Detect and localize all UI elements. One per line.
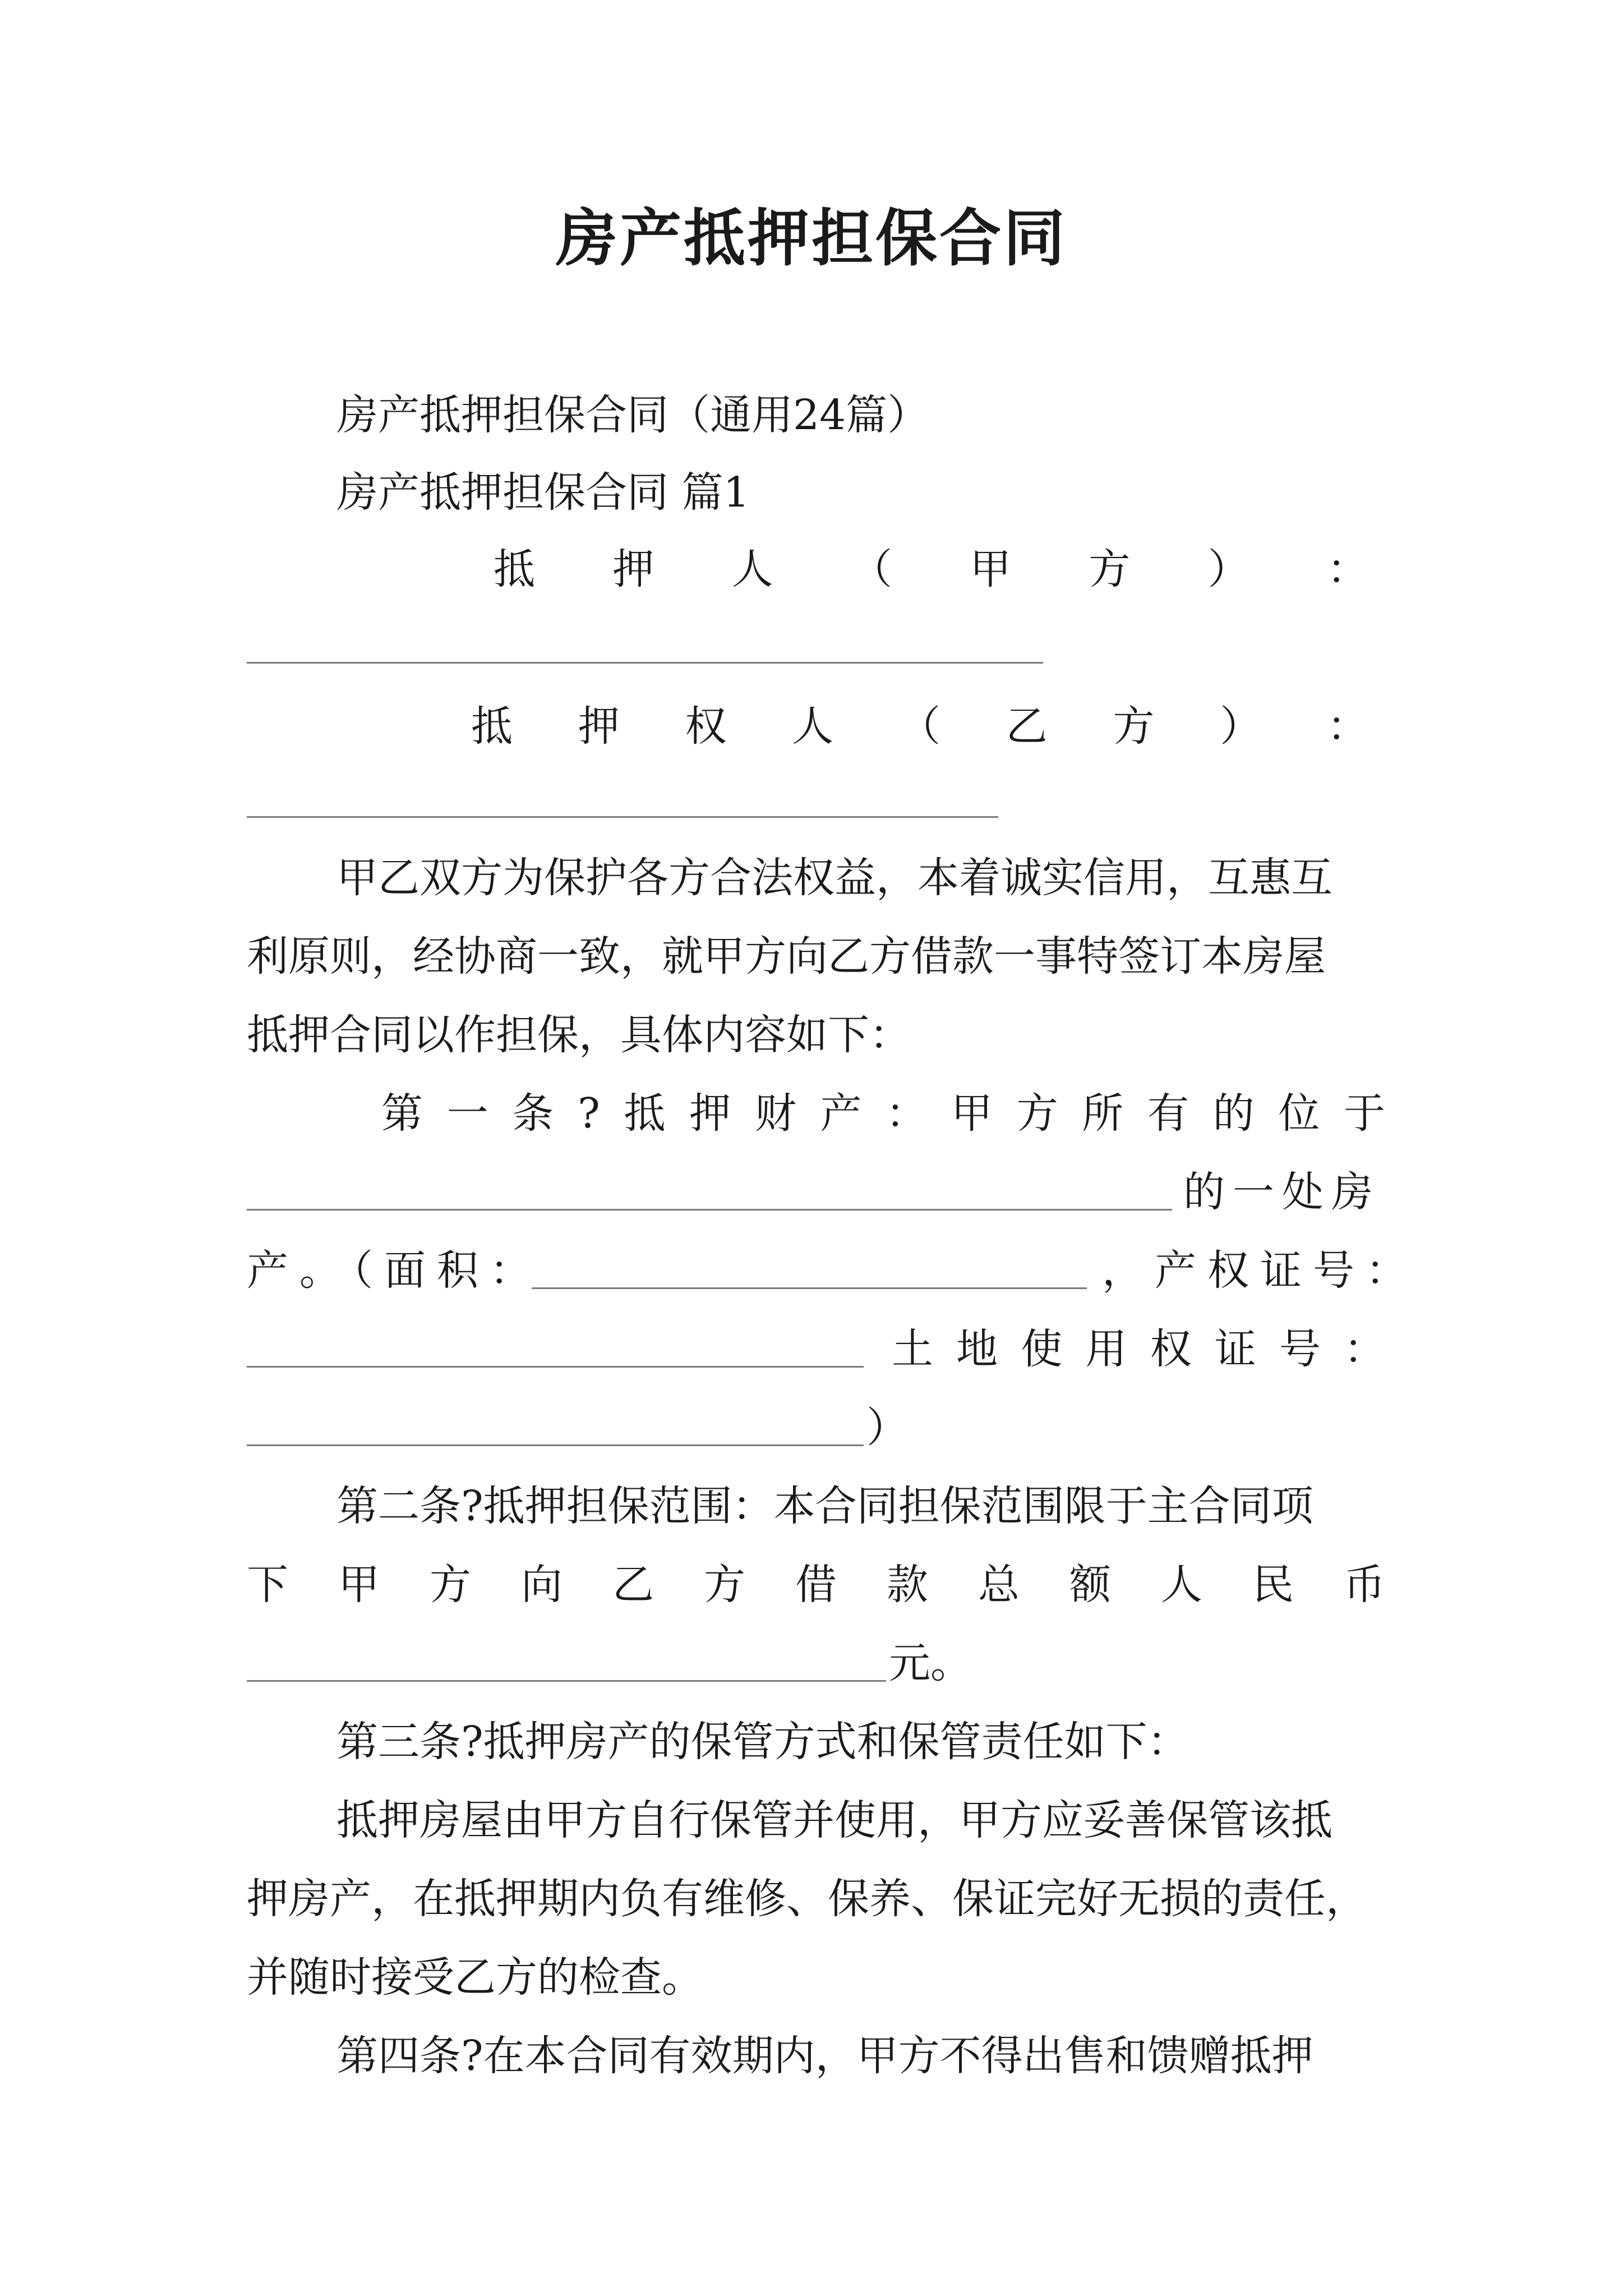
article3-heading: 第三条?抵押房产的保管方式和保管责任如下： bbox=[336, 1718, 1189, 1766]
document-title: 房产抵押担保合同 bbox=[556, 202, 1067, 274]
article1-line5-tail: ） bbox=[866, 1404, 908, 1452]
party-a-char: 抵 bbox=[494, 545, 535, 593]
article1-char: 甲 bbox=[951, 1089, 993, 1138]
intro-line: 甲乙双方为保护各方合法权益，本着诚实信用，互惠互 bbox=[336, 854, 1332, 902]
party-b-char: 权 bbox=[685, 702, 727, 751]
article1-char: 土 bbox=[892, 1325, 933, 1373]
article2-line3-tail: 元。 bbox=[889, 1639, 972, 1687]
article1-line3-head: 产。（面积： bbox=[247, 1246, 542, 1295]
article1-line2-tail: 的一处房 bbox=[1183, 1168, 1381, 1216]
article2-char: 民 bbox=[1252, 1561, 1294, 1609]
article1-char: 押 bbox=[689, 1089, 731, 1138]
party-b-char: 方 bbox=[1113, 702, 1155, 751]
article2-char: 下 bbox=[247, 1561, 288, 1609]
party-a-char: 甲 bbox=[970, 545, 1012, 593]
party-b-char: ： bbox=[1327, 702, 1368, 751]
article3-line: 押房产，在抵押期内负有维修、保养、保证完好无损的责任， bbox=[247, 1875, 1367, 1923]
loan-amount-blank[interactable] bbox=[247, 1680, 886, 1682]
article2-char: 人 bbox=[1161, 1561, 1202, 1609]
article2-char: 款 bbox=[887, 1561, 928, 1609]
party-b-char: ） bbox=[1220, 702, 1262, 751]
party-b-char: 抵 bbox=[471, 702, 513, 751]
article2-char: 方 bbox=[430, 1561, 471, 1609]
article1-char: 产 bbox=[820, 1089, 862, 1138]
article1-char: ： bbox=[1343, 1325, 1385, 1373]
title-cert-blank[interactable] bbox=[247, 1366, 864, 1368]
article2-line1: 第二条?抵押担保范围：本合同担保范围限于主合同项 bbox=[336, 1482, 1313, 1530]
party-a-label bbox=[494, 541, 1368, 597]
article1-char: 号 bbox=[1279, 1325, 1321, 1373]
article2-char: 总 bbox=[978, 1561, 1020, 1609]
document-subtitle: 房产抵押担保合同（通用24篇） bbox=[336, 391, 929, 439]
article2-char: 甲 bbox=[338, 1561, 380, 1609]
article1-char: 用 bbox=[1085, 1325, 1127, 1373]
article2-char: 乙 bbox=[612, 1561, 654, 1609]
article2-char: 方 bbox=[704, 1561, 745, 1609]
article1-char: 方 bbox=[1016, 1089, 1058, 1138]
party-b-char: （ bbox=[899, 702, 940, 751]
party-a-char: 方 bbox=[1089, 545, 1131, 593]
party-b-label bbox=[471, 698, 1368, 754]
party-a-char: ） bbox=[1207, 545, 1249, 593]
land-use-cert-blank[interactable] bbox=[247, 1444, 864, 1446]
area-blank[interactable] bbox=[532, 1287, 1087, 1289]
article1-char: 财 bbox=[754, 1089, 796, 1138]
section-heading: 房产抵押担保合同 篇1 bbox=[336, 468, 750, 517]
article2-line2 bbox=[247, 1557, 1385, 1613]
article1-char: 权 bbox=[1150, 1325, 1192, 1373]
property-location-blank[interactable] bbox=[247, 1209, 1172, 1211]
article1-char: 使 bbox=[1021, 1325, 1063, 1373]
article1-char: 所 bbox=[1082, 1089, 1124, 1138]
article2-char: 借 bbox=[795, 1561, 837, 1609]
article1-char: 条 bbox=[512, 1089, 554, 1138]
article1-char: 第 bbox=[381, 1089, 423, 1138]
article3-line: 抵押房屋由甲方自行保管并使用，甲方应妥善保管该抵 bbox=[336, 1796, 1332, 1844]
intro-line: 利原则，经协商一致，就甲方向乙方借款一事特签订本房屋 bbox=[247, 932, 1326, 981]
party-b-char: 乙 bbox=[1006, 702, 1048, 751]
article2-char: 币 bbox=[1344, 1561, 1385, 1609]
article1-char: ? bbox=[578, 1089, 600, 1138]
party-b-char: 人 bbox=[792, 702, 834, 751]
intro-line: 抵押合同以作担保，具体内容如下： bbox=[247, 1011, 911, 1059]
party-a-char: ： bbox=[1326, 545, 1368, 593]
party-a-char: 人 bbox=[731, 545, 773, 593]
article4-line1: 第四条?在本合同有效期内，甲方不得出售和馈赠抵押 bbox=[336, 2032, 1313, 2080]
article1-char: ： bbox=[886, 1089, 928, 1138]
article1-char: 有 bbox=[1147, 1089, 1189, 1138]
article2-char: 向 bbox=[521, 1561, 562, 1609]
party-a-char: 押 bbox=[612, 545, 654, 593]
article1-char: 位 bbox=[1278, 1089, 1320, 1138]
article1-line3-tail: ，产权证号： bbox=[1102, 1246, 1418, 1295]
party-a-char: （ bbox=[850, 545, 892, 593]
article3-line: 并随时接受乙方的检查。 bbox=[247, 1953, 703, 2001]
article1-char: 一 bbox=[446, 1089, 488, 1138]
article1-line4-tail bbox=[892, 1321, 1385, 1377]
article1-char: 抵 bbox=[624, 1089, 666, 1138]
article2-char: 额 bbox=[1069, 1561, 1111, 1609]
party-b-char: 押 bbox=[578, 702, 620, 751]
party-b-blank[interactable] bbox=[247, 816, 998, 818]
article1-char: 地 bbox=[956, 1325, 998, 1373]
party-a-blank[interactable] bbox=[247, 662, 1043, 664]
article1-char: 证 bbox=[1214, 1325, 1256, 1373]
article1-char: 于 bbox=[1344, 1089, 1385, 1138]
article1-line1 bbox=[381, 1085, 1385, 1142]
article1-char: 的 bbox=[1212, 1089, 1255, 1138]
